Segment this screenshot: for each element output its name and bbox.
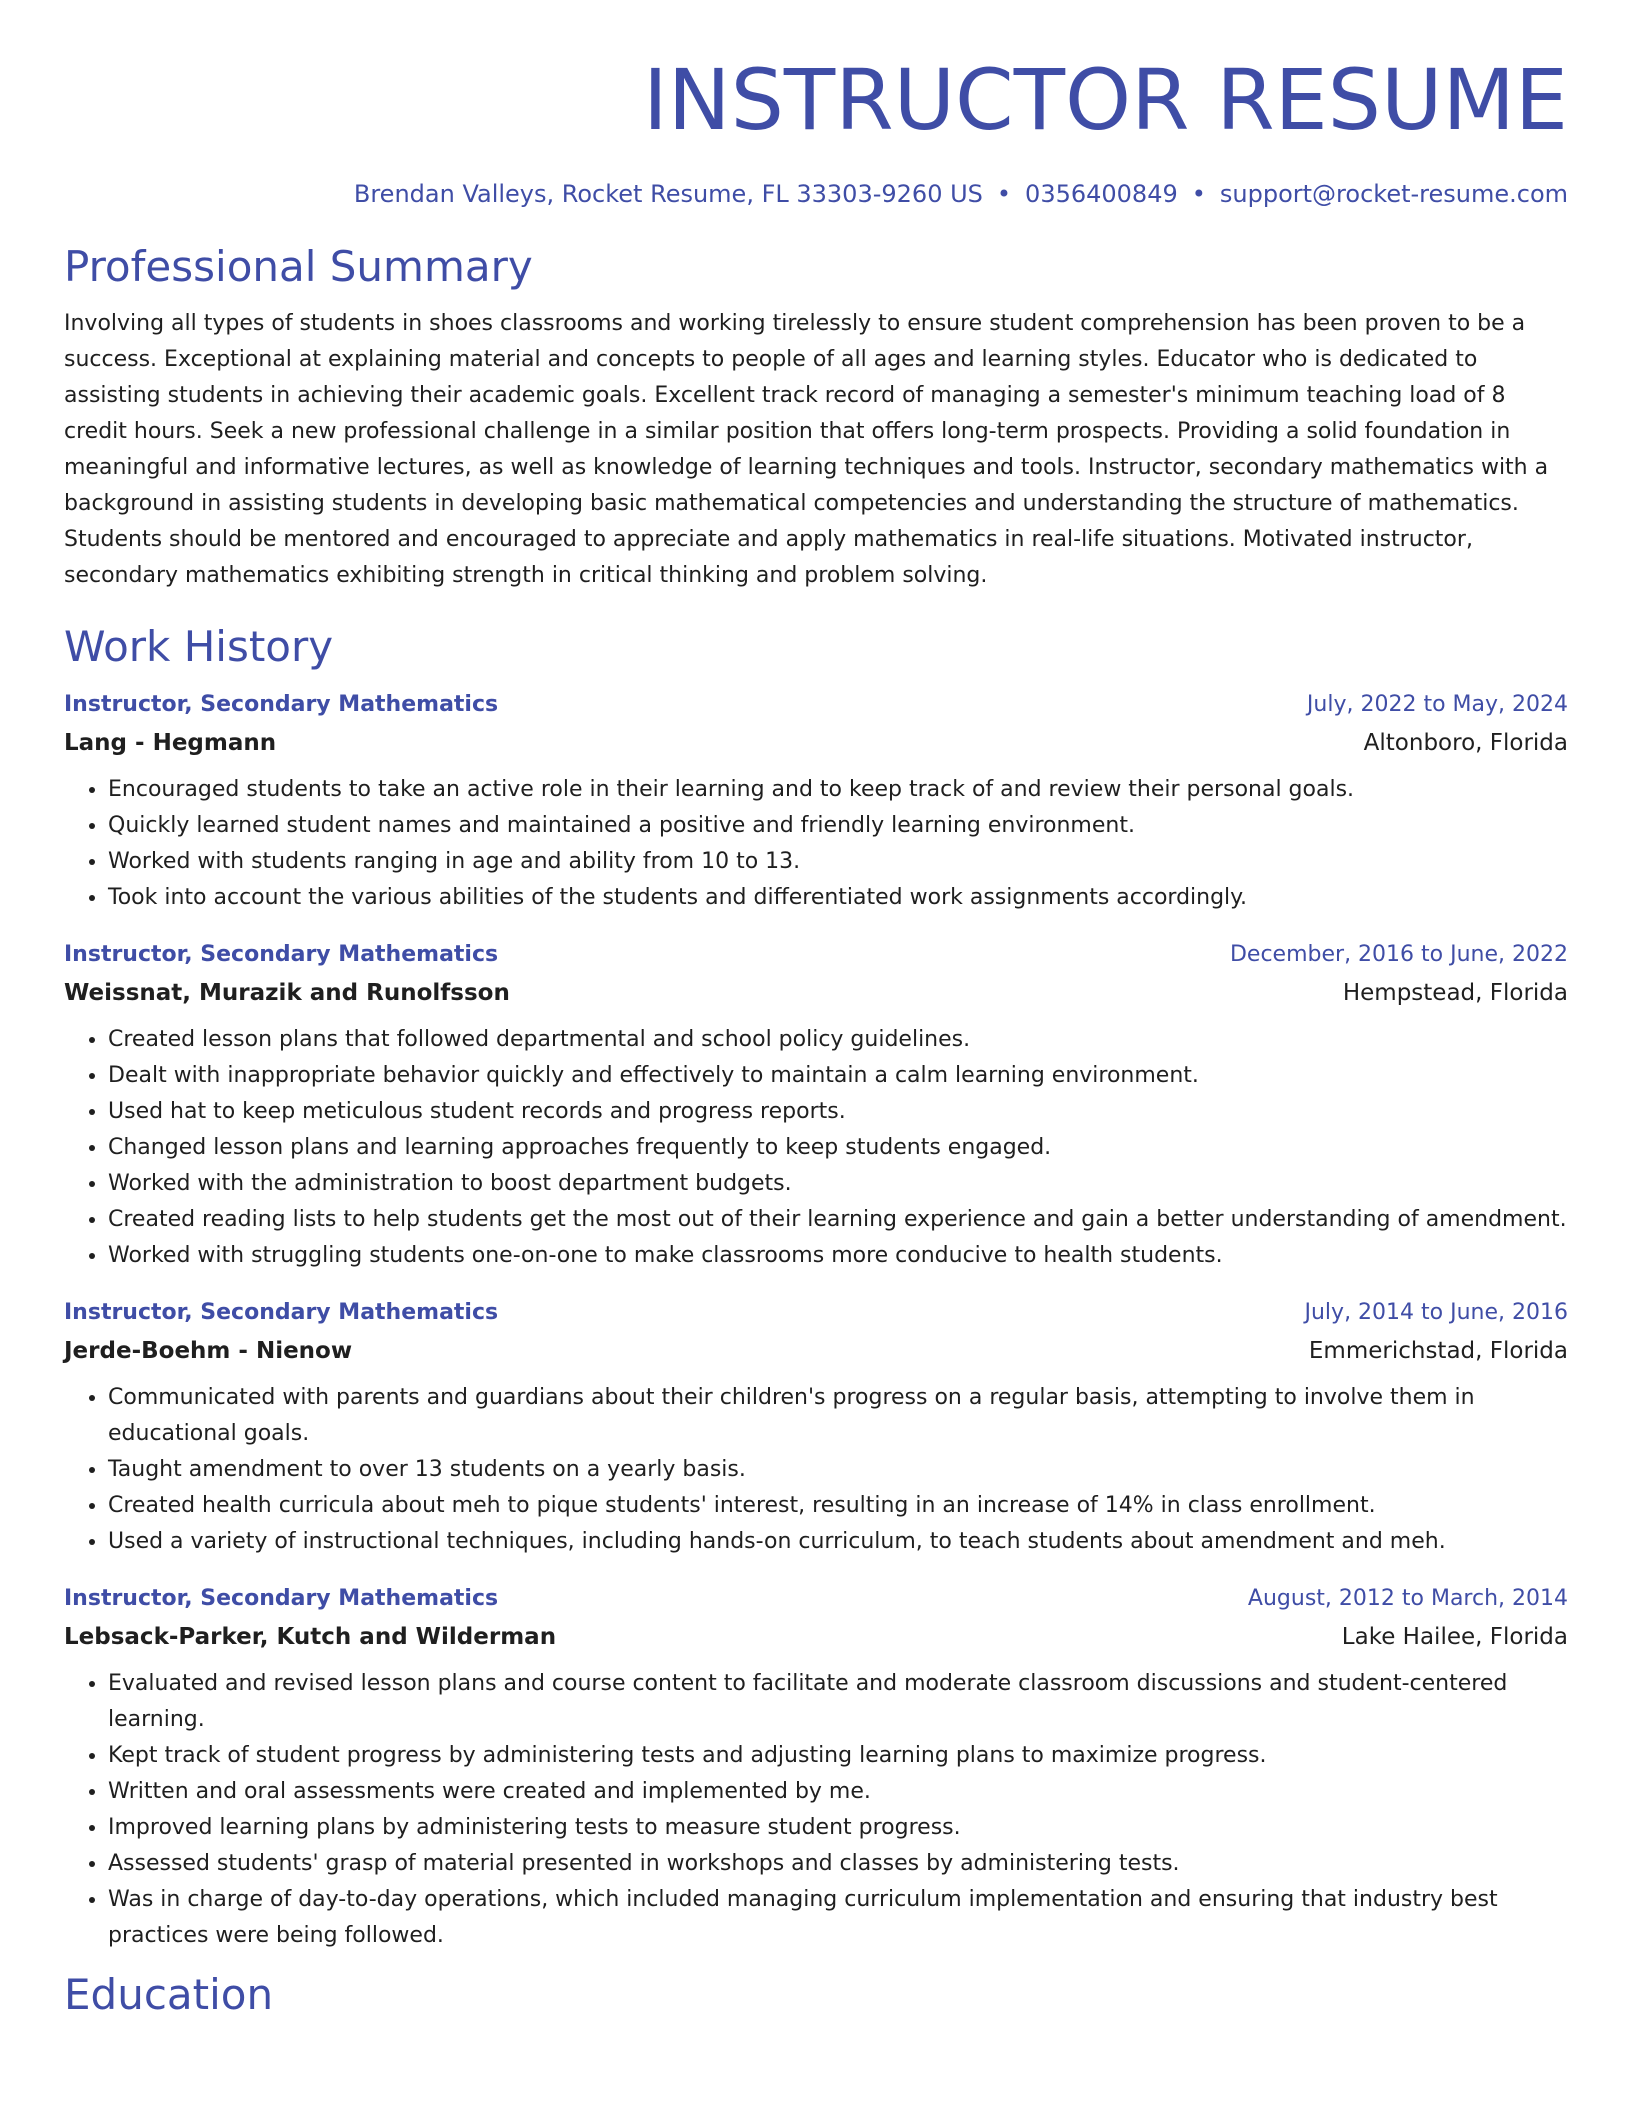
contact-phone: 0356400849: [1025, 180, 1178, 208]
job-bullet: • Quickly learned student names and maintained a positive and friendly learning environment.: [108, 808, 1568, 844]
job-bullets: [64, 772, 1568, 916]
contact-address: Brendan Valleys, Rocket Resume, FL 33303-9260 US: [353, 180, 983, 208]
job-bullet: • Communicated with parents and guardians about their children's progress on a regular basis, attempting to involve them in educational goals.: [108, 1380, 1568, 1452]
job-entry: [64, 936, 1568, 1274]
job-title: Instructor, Secondary Mathematics: [64, 942, 499, 967]
job-bullet: • Used a variety of instructional techniques, including hands-on curriculum, to teach students about amendment and meh.: [108, 1524, 1568, 1560]
work-history-heading: Work History: [64, 622, 334, 671]
summary-text: Involving all types of students in shoes classrooms and working tirelessly to ensure student comprehension has been proven to be a success. Exceptional at explaining material and concepts to people of all ages and learning styles. Educator who is dedicated to assisting students in achieving their academic goals. Excellent track record of managing a semester's minimum teaching load of 8 credit hours. Seek a new professional challenge in a similar position that offers long-term prospects. Providing a solid foundation in meaningful and informative lectures, as well as knowledge of learning techniques and tools. Instructor, secondary mathematics with a background in assisting students in developing basic mathematical competencies and understanding the structure of mathematics. Students should be mentored and encouraged to appreciate and apply mathematics in real-life situations. Motivated instructor, secondary mathematics exhibiting strength in critical thinking and problem solving.: [64, 311, 1549, 588]
job-dates: August, 2012 to March, 2014: [1247, 1586, 1568, 1611]
job-dates: July, 2014 to June, 2016: [1304, 1300, 1568, 1325]
job-bullet: • Dealt with inappropriate behavior quickly and effectively to maintain a calm learning environment.: [108, 1058, 1568, 1094]
summary-heading: Professional Summary: [64, 242, 533, 291]
job-dates: July, 2022 to May, 2024: [1306, 692, 1568, 717]
job-company-row: [64, 974, 1568, 1012]
job-company: Lebsack-Parker, Kutch and Wilderman: [64, 1624, 557, 1650]
job-company-row: [64, 1618, 1568, 1656]
job-bullet: • Written and oral assessments were created and implemented by me.: [108, 1774, 1568, 1810]
job-bullet: • Changed lesson plans and learning approaches frequently to keep students engaged.: [108, 1130, 1568, 1166]
job-location: Hempstead, Florida: [1342, 980, 1568, 1006]
job-bullet: • Taught amendment to over 13 students on a yearly basis.: [108, 1452, 1568, 1488]
job-bullet: • Was in charge of day-to-day operations, which included managing curriculum implementation and ensuring that industry best practices were being followed.: [108, 1882, 1568, 1954]
job-bullet: • Worked with struggling students one-on-one to make classrooms more conducive to health students.: [108, 1238, 1568, 1274]
job-header-row: [64, 1294, 1568, 1332]
job-company: Jerde-Boehm - Nienow: [64, 1338, 353, 1364]
job-header-row: [64, 686, 1568, 724]
job-company: Lang - Hegmann: [64, 730, 277, 756]
job-title: Instructor, Secondary Mathematics: [64, 1300, 499, 1325]
job-bullet: • Created reading lists to help students get the most out of their learning experience and gain a better understanding of amendment.: [108, 1202, 1568, 1238]
job-company-row: [64, 1332, 1568, 1370]
contact-email[interactable]: support@rocket-resume.com: [1219, 180, 1568, 208]
job-bullets: [64, 1022, 1568, 1274]
job-location: Lake Hailee, Florida: [1341, 1624, 1568, 1650]
job-company-row: [64, 724, 1568, 762]
contact-separator: •: [1191, 180, 1206, 208]
job-title: Instructor, Secondary Mathematics: [64, 1586, 499, 1611]
job-entry: [64, 686, 1568, 916]
job-location: Altonboro, Florida: [1363, 730, 1568, 756]
job-header-row: [64, 936, 1568, 974]
resume-title: INSTRUCTOR RESUME: [642, 51, 1568, 149]
job-entry: [64, 1580, 1568, 1954]
job-bullet: • Assessed students' grasp of material presented in workshops and classes by administering tests.: [108, 1846, 1568, 1882]
job-title: Instructor, Secondary Mathematics: [64, 692, 499, 717]
job-bullet: • Worked with the administration to boost department budgets.: [108, 1166, 1568, 1202]
job-bullet: • Improved learning plans by administering tests to measure student progress.: [108, 1810, 1568, 1846]
job-bullet: • Took into account the various abilities of the students and differentiated work assignments accordingly.: [108, 880, 1568, 916]
resume-header: [64, 0, 1568, 210]
job-header-row: [64, 1580, 1568, 1618]
job-dates: December, 2016 to June, 2022: [1229, 942, 1568, 967]
job-bullet: • Created health curricula about meh to pique students' interest, resulting in an increase of 14% in class enrollment.: [108, 1488, 1568, 1524]
job-location: Emmerichstad, Florida: [1308, 1338, 1568, 1364]
job-bullets: [64, 1666, 1568, 1954]
contact-line: [64, 178, 1568, 210]
contact-separator: •: [996, 180, 1012, 208]
job-bullets: [64, 1380, 1568, 1560]
job-bullet: • Worked with students ranging in age and ability from 10 to 13.: [108, 844, 1568, 880]
education-heading: Education: [64, 1970, 274, 2019]
job-bullet: • Created lesson plans that followed departmental and school policy guidelines.: [108, 1022, 1568, 1058]
job-bullet: • Kept track of student progress by administering tests and adjusting learning plans to maximize progress.: [108, 1738, 1568, 1774]
job-bullet: • Used hat to keep meticulous student records and progress reports.: [108, 1094, 1568, 1130]
job-bullet: • Evaluated and revised lesson plans and course content to facilitate and moderate classroom discussions and student-centered learning.: [108, 1666, 1568, 1738]
job-company: Weissnat, Murazik and Runolfsson: [64, 980, 510, 1006]
job-bullet: • Encouraged students to take an active role in their learning and to keep track of and review their personal goals.: [108, 772, 1568, 808]
job-entry: [64, 1294, 1568, 1560]
